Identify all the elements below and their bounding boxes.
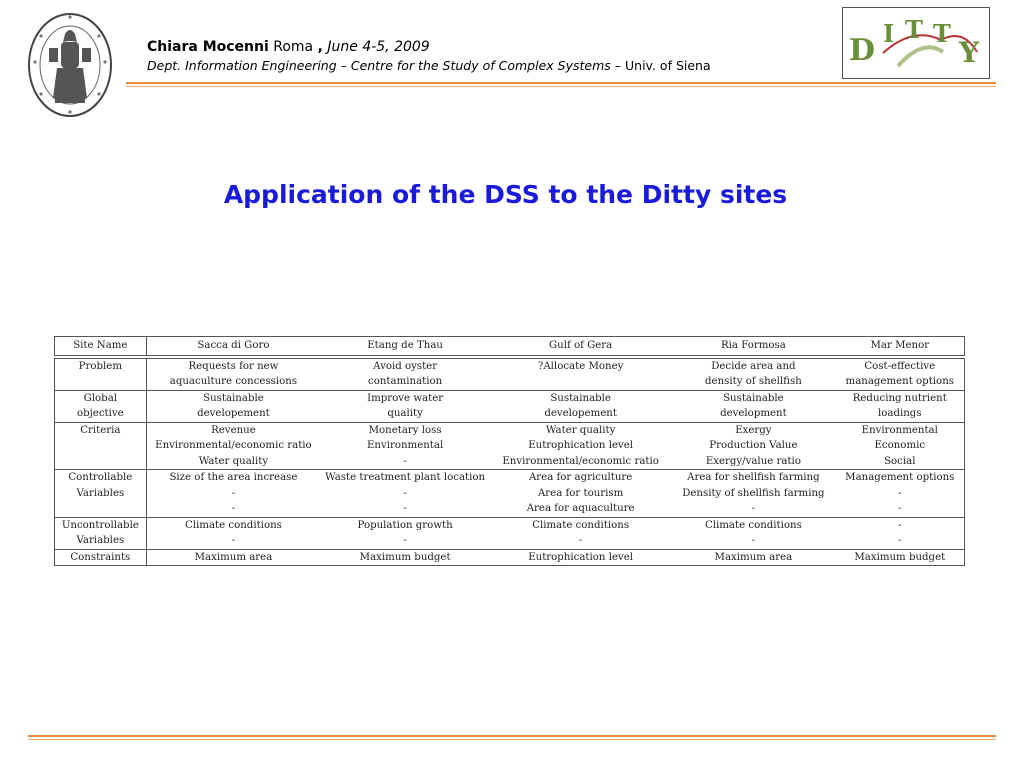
row-label-line: Uncontrollable (61, 519, 139, 531)
table-cell (320, 517, 490, 549)
separator-dash: – (614, 58, 622, 73)
cell-line: Monetary loss (368, 424, 442, 436)
affiliation-line (147, 58, 827, 74)
cell-line: Density of shellfish farming (682, 487, 825, 499)
cell-line: Sustainable (723, 392, 784, 404)
cell-line: Climate conditions (704, 519, 802, 531)
row-label (55, 549, 147, 566)
cell-line: aquaculture concessions (169, 376, 298, 387)
cell-line: - (231, 503, 236, 514)
table-cell (836, 390, 965, 422)
row-label-line: Global (83, 392, 118, 404)
cell-line: quality (387, 408, 423, 419)
svg-text:Y: Y (959, 36, 979, 69)
row-label-line: Variables (76, 535, 125, 546)
cell-line: Cost-effective (864, 360, 936, 372)
row-label (55, 390, 147, 422)
cell-line: developement (544, 408, 617, 419)
event-date: June 4-5, 2009 (327, 39, 430, 55)
cell-line: Environmental/economic ratio (155, 440, 312, 451)
cell-line: Area for tourism (537, 487, 624, 499)
cell-line: Exergy (735, 424, 772, 436)
separator-comma: , (317, 39, 323, 55)
cell-line: density of shellfish (705, 376, 802, 387)
column-header: Ria Formosa (671, 337, 835, 356)
cell-line: - (231, 535, 236, 546)
svg-text:D: D (849, 33, 876, 68)
cell-line: Environmental (366, 440, 444, 451)
cell-line: Sustainable (550, 392, 611, 404)
cell-line: Waste treatment plant location (325, 472, 486, 483)
row-label-line: Controllable (68, 472, 133, 483)
cell-line: ?Allocate Money (537, 360, 624, 372)
table-cell (671, 390, 835, 422)
table-cell (671, 470, 835, 518)
cell-line: - (403, 487, 407, 499)
cell-line: Economic (874, 440, 926, 451)
cell-line: Exergy/value ratio (705, 455, 801, 467)
table-cell (671, 358, 835, 390)
column-header: Sacca di Goro (146, 337, 320, 356)
column-header: Mar Menor (836, 337, 965, 356)
event-city: Roma (273, 39, 314, 55)
table-row (55, 422, 965, 470)
cell-line: Climate conditions (532, 519, 630, 531)
table-row (55, 390, 965, 422)
table-cell (490, 422, 671, 470)
table-cell (671, 517, 835, 549)
cell-line: Sustainable (203, 392, 264, 404)
cell-line: Environmental (861, 424, 938, 436)
table-cell (320, 470, 490, 518)
cell-line: Requests for new (188, 360, 279, 372)
cell-line: Area for aquaculture (526, 503, 635, 514)
cell-line: - (898, 535, 902, 546)
footer-rule-secondary (28, 739, 996, 740)
cell-line: Water quality (198, 455, 269, 467)
row-label-line: Variables (76, 487, 125, 499)
table-row (55, 549, 965, 566)
table-cell (836, 517, 965, 549)
slide-title: Application of the DSS to the Ditty sites (223, 180, 788, 209)
cell-line: contamination (368, 376, 443, 387)
cell-line: Area for shellfish farming (687, 472, 820, 483)
column-header: Gulf of Gera (490, 337, 671, 356)
table-cell (490, 470, 671, 518)
cell-line: - (898, 487, 902, 499)
column-header: Site Name (55, 337, 147, 356)
department: Dept. Information Engineering – Centre for the Study of Complex Systems (147, 58, 611, 73)
author-name: Chiara Mocenni (147, 39, 269, 55)
cell-line: Eutrophication level (528, 440, 634, 451)
table-cell (146, 358, 320, 390)
cell-line: Maximum area (194, 551, 273, 563)
cell-line: management options (845, 376, 954, 387)
cell-line: - (403, 503, 407, 514)
cell-line: Avoid oyster (373, 360, 438, 372)
table-row (55, 358, 965, 390)
row-label (55, 517, 147, 549)
dss-table (54, 336, 965, 566)
cell-line: Maximum budget (854, 551, 946, 563)
table-cell (490, 517, 671, 549)
cell-line: - (578, 535, 583, 546)
svg-text:I: I (883, 19, 895, 48)
table-cell (146, 390, 320, 422)
cell-line: Maximum budget (359, 551, 451, 563)
table-header-row (55, 337, 965, 356)
table-row (55, 517, 965, 549)
author-line (147, 38, 827, 56)
ditty-logo (842, 7, 990, 79)
table-row (55, 470, 965, 518)
table-cell (836, 470, 965, 518)
slide-header (147, 38, 827, 74)
dss-table-container (54, 336, 965, 566)
cell-line: - (751, 503, 756, 514)
column-header: Etang de Thau (320, 337, 490, 356)
cell-line: - (403, 455, 407, 467)
cell-line: Improve water (367, 392, 444, 404)
table-cell (490, 358, 671, 390)
cell-line: Social (884, 455, 916, 467)
table-cell (671, 422, 835, 470)
university: Univ. of Siena (625, 58, 711, 73)
row-label (55, 470, 147, 518)
header-rule (126, 82, 996, 84)
row-label-line: Constraints (70, 551, 131, 563)
header-rule-secondary (126, 86, 996, 87)
cell-line: - (898, 503, 902, 514)
cell-line: development (720, 408, 787, 419)
cell-line: Decide area and (711, 360, 796, 372)
cell-line: Management options (845, 472, 955, 483)
table-cell (671, 549, 835, 566)
cell-line: Eutrophication level (528, 551, 634, 563)
cell-line: - (898, 519, 902, 531)
table-cell (320, 390, 490, 422)
table-cell (320, 422, 490, 470)
table-cell (490, 549, 671, 566)
cell-line: - (751, 535, 756, 546)
cell-line: Water quality (545, 424, 616, 436)
table-cell (320, 549, 490, 566)
row-label-line: Criteria (80, 424, 121, 436)
table-cell (146, 549, 320, 566)
cell-line: Reducing nutrient (852, 392, 947, 404)
university-seal (27, 12, 113, 118)
table-cell (320, 358, 490, 390)
footer-rule (28, 735, 996, 737)
cell-line: - (403, 535, 407, 546)
cell-line: developement (197, 408, 270, 419)
table-cell (146, 422, 320, 470)
cell-line: - (231, 487, 236, 499)
row-label-line: objective (76, 408, 124, 419)
cell-line: Maximum area (714, 551, 793, 563)
row-label-line: Problem (78, 360, 122, 372)
cell-line: Size of the area increase (169, 472, 298, 483)
svg-text:T: T (933, 19, 951, 48)
cell-line: Environmental/economic ratio (502, 455, 659, 467)
cell-line: loadings (877, 408, 922, 419)
row-label (55, 358, 147, 390)
cell-line: Revenue (211, 424, 256, 436)
cell-line: Production Value (709, 440, 798, 451)
table-cell (836, 422, 965, 470)
table-cell (490, 390, 671, 422)
cell-line: Area for agriculture (528, 472, 633, 483)
cell-line: Climate conditions (185, 519, 282, 531)
table-cell (146, 517, 320, 549)
table-cell (836, 358, 965, 390)
row-label (55, 422, 147, 470)
table-cell (146, 470, 320, 518)
svg-text:T: T (905, 15, 923, 44)
cell-line: Population growth (357, 519, 453, 531)
table-cell (836, 549, 965, 566)
